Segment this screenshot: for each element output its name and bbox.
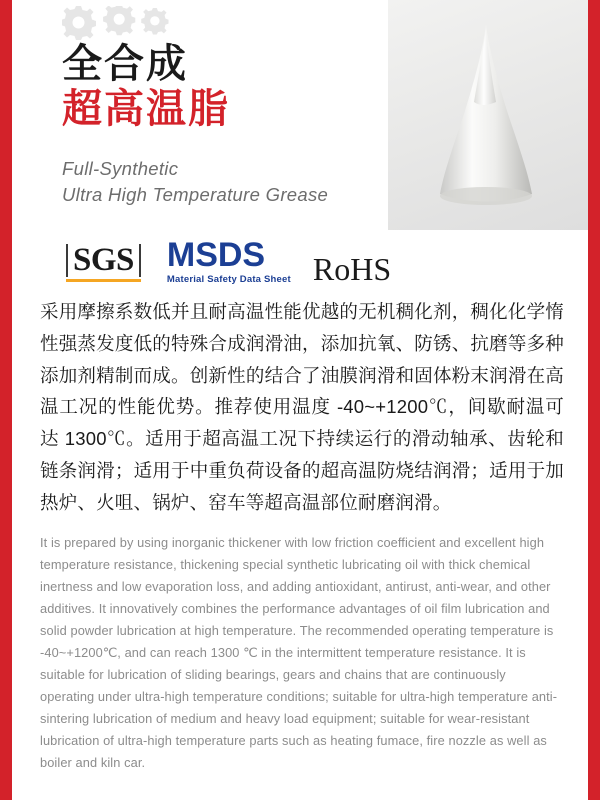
page-title-cn-secondary: 超高温脂 — [62, 86, 230, 131]
grease-cone-illustration — [436, 22, 536, 207]
rohs-logo-label: RoHS — [312, 250, 392, 287]
page-title-cn-primary: 全合成 — [62, 42, 188, 86]
gear-decoration-icon — [62, 6, 172, 40]
left-accent-bar — [0, 0, 12, 800]
title-block — [62, 42, 402, 209]
msds-logo-sublabel: Material Safety Data Sheet — [166, 274, 291, 285]
right-accent-bar — [588, 0, 600, 800]
sgs-logo — [62, 241, 145, 285]
page-subtitle-en-line1: Full-Synthetic — [62, 157, 179, 179]
description-english: It is prepared by using inorganic thickener with low friction coefficient and excellent high temperature resistance, thickening special synthetic lubricating oil with thick chemical inertness and low evaporation loss, and adding antioxidant, antirust, anti-wear, and other additives. It innovatively combines the performance advantages of oil film lubrication and solid powder lubrication at high temperature. The recommended operating temperature is -40~+1200℃, and can reach 1300 ℃ in the intermittent temperature resistance. It is suitable for lubrication of sliding bearings, gears and chains that are continuously operating under ultra-high temperature conditions; suitable for ultra-high temperature anti-sintering lubrication of medium and heavy load equipment; suitable for wear-resistant lubrication of ultra-high temperature parts such as heating fumace, fire nozzle as well as boiler and kiln car. — [40, 535, 558, 770]
certification-logos — [62, 238, 391, 285]
msds-logo-label: MSDS — [166, 236, 266, 274]
product-image — [388, 0, 588, 230]
msds-logo — [167, 238, 291, 285]
sgs-logo-label: SGS — [73, 241, 134, 278]
description-chinese: 采用摩擦系数低并且耐高温性能优越的无机稠化剂，稠化化学惰性强蒸发度低的特殊合成润滑油，添加抗氧、防锈、抗磨等多种添加剂精制而成。创新性的结合了油膜润滑和固体粉末润滑在高温工况的性能优势。推荐使用温度 -40~+1200℃，间歇耐温可达 1300℃。适用于超高温工况下持续运行的滑动轴承、齿轮和链条润滑；适用于中重负荷设备的超高温防烧结润滑；适用于加热炉、火咀、锅炉、窑车等超高温部位耐磨润滑。 — [40, 301, 564, 513]
page-subtitle-en — [62, 156, 402, 210]
page-subtitle-en-line2: Ultra High Temperature Grease — [62, 184, 329, 206]
sgs-logo-frame — [66, 241, 141, 278]
sgs-logo-underline — [66, 279, 141, 282]
